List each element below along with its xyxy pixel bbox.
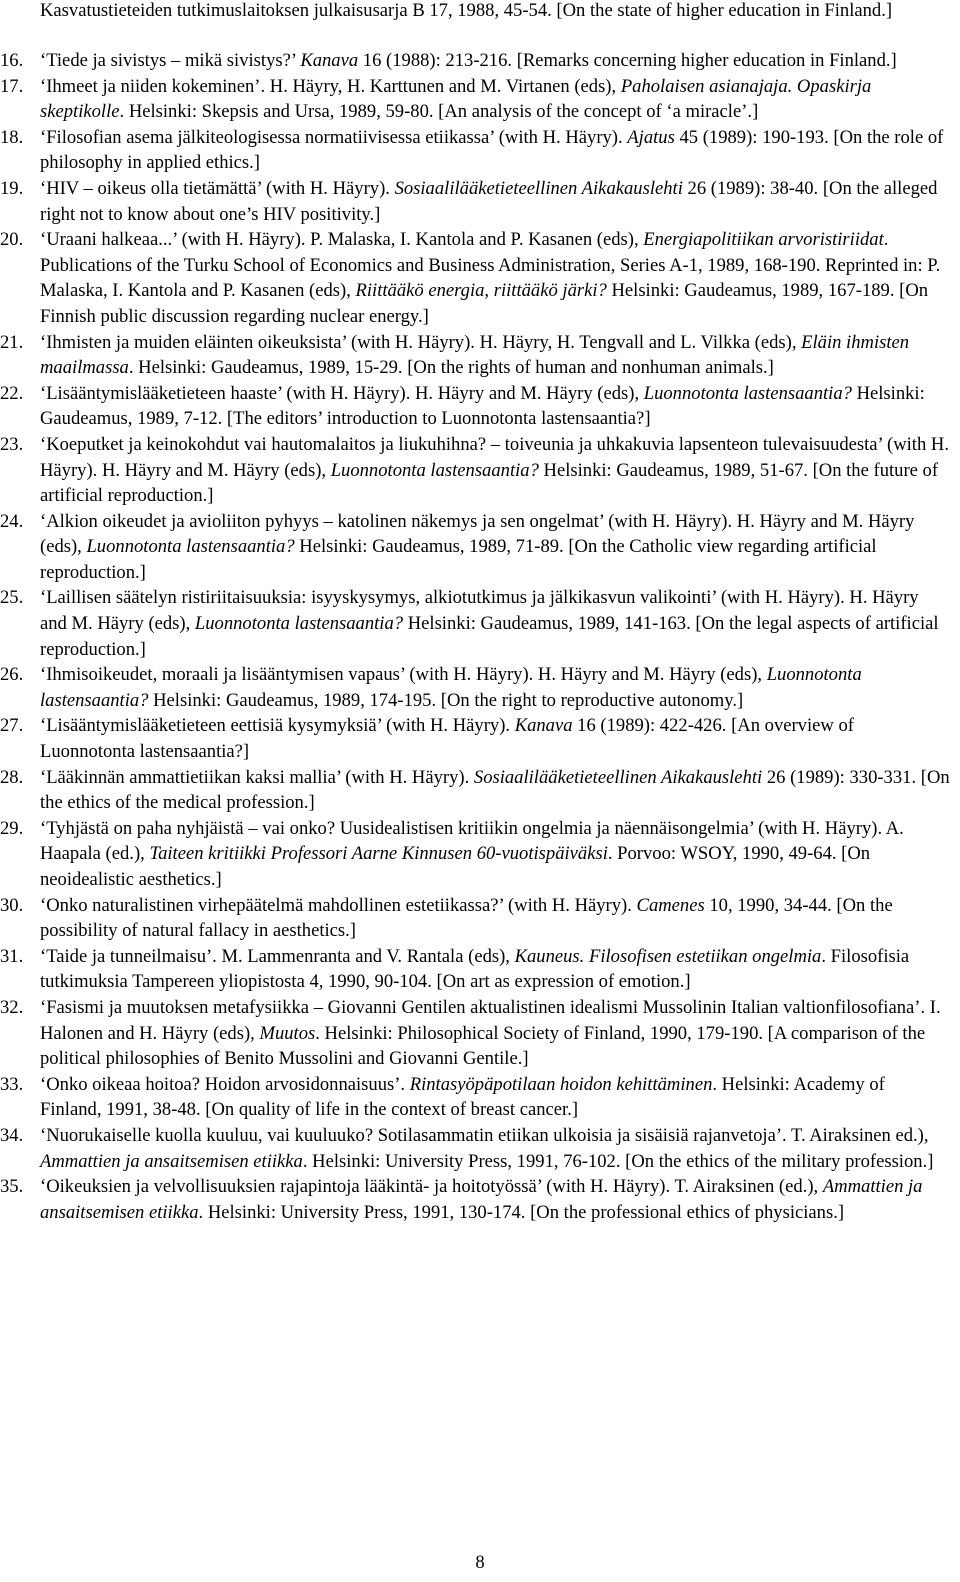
italic-title: Ajatus — [627, 126, 675, 148]
text-span: ‘Onko oikeaa hoitoa? Hoidon arvosidonnaisuus’. — [40, 1073, 410, 1095]
italic-title: Paholaisen asianajaja. Opaskirja skeptikolle — [40, 75, 872, 123]
entry-number: 18. — [0, 126, 24, 148]
bibliography-entry — [0, 585, 950, 662]
entry-text — [40, 816, 950, 893]
italic-title: Luonnotonta lastensaantia? — [643, 382, 852, 404]
italic-title: Luonnotonta lastensaantia? — [194, 613, 404, 635]
entry-number: 20. — [0, 229, 24, 251]
bibliography-entry — [0, 995, 950, 1072]
text-span: ‘Onko naturalistinen virhepäätelmä mahdollinen estetiikassa?’ (with H. Häyry). — [40, 894, 637, 916]
italic-title: Ammattien ja ansaitsemisen etiikka — [40, 1176, 923, 1223]
entry-text — [40, 1072, 950, 1123]
entry-text — [40, 944, 950, 995]
entry-number: 31. — [0, 945, 24, 967]
text-span: ‘Fasismi ja muutoksen metafysiikka – Giovanni Gentilen aktualistinen idealismi Mussolinin Italian valtionfilosofiana’. I. Halonen and H. Häyry (eds), — [40, 996, 941, 1044]
text-span: ‘Filosofian asema jälkiteologisessa normatiivisessa etiikassa’ (with H. Häyry). — [40, 126, 628, 148]
entry-text — [40, 48, 950, 74]
text-span: ‘HIV – oikeus olla tietämättä’ (with H. Häyry). — [40, 177, 395, 199]
intro-text — [40, 0, 945, 24]
bibliography-entry — [0, 176, 950, 227]
entry-number: 27. — [0, 715, 24, 737]
bibliography-entry — [0, 432, 950, 509]
text-span: 26 (1989): 330-331. [On the ethics of the medical profession.] — [40, 766, 950, 814]
entry-number: 30. — [0, 894, 24, 916]
entry-text — [40, 330, 950, 381]
italic-title: Riittääkö energia, riittääkö järki? — [355, 280, 607, 302]
text-span: Helsinki: Gaudeamus, 1989, 71-89. [On the Catholic view regarding artificial reproduction.] — [40, 536, 877, 583]
text-span: . Filosofisia tutkimuksia Tampereen yliopistosta 4, 1990, 90-104. [On art as expression of emotion.] — [40, 945, 910, 993]
bibliography-entry — [0, 381, 950, 432]
italic-title: Sosiaalilääketieteellinen Aikakauslehti — [473, 766, 763, 788]
italic-title: Eläin ihmisten maailmassa — [40, 331, 910, 379]
page-number: 8 — [475, 1552, 485, 1573]
entry-text — [40, 662, 950, 713]
italic-title: Luonnotonta lastensaantia? — [40, 664, 862, 711]
entry-number: 25. — [0, 587, 24, 609]
text-span: 16 (1989): 422-426. [An overview of Luonnotonta lastensaantia?] — [40, 715, 854, 763]
text-span: ‘Lisääntymislääketieteen eettisiä kysymyksiä’ (with H. Häyry). — [40, 715, 515, 737]
entry-text — [40, 1174, 950, 1225]
entry-number: 21. — [0, 331, 24, 353]
entry-text — [40, 765, 950, 816]
italic-title: Energiapolitiikan arvoristiriidat — [643, 229, 884, 251]
entry-text — [40, 585, 950, 662]
italic-title: Luonnotonta lastensaantia? — [330, 459, 539, 481]
italic-title: Luonnotonta lastensaantia? — [86, 536, 295, 558]
entry-text — [40, 995, 950, 1072]
bibliography-entry — [0, 662, 950, 713]
bibliography-list — [0, 48, 950, 1225]
entry-number: 16. — [0, 50, 24, 71]
text-span: Helsinki: Gaudeamus, 1989, 7-12. [The editors’ introduction to Luonnotonta lastensaantia?] — [40, 382, 925, 430]
text-span: ‘Lääkinnän ammattietiikan kaksi mallia’ (with H. Häyry). — [40, 766, 474, 788]
entry-number: 19. — [0, 177, 24, 199]
bibliography-entry — [0, 893, 950, 944]
text-span: . Helsinki: Gaudeamus, 1989, 15-29. [On the rights of human and nonhuman animals.] — [128, 357, 774, 379]
entry-text — [40, 1123, 950, 1174]
bibliography-entry — [0, 1174, 950, 1225]
text-span: 10, 1990, 34-44. [On the possibility of natural fallacy in aesthetics.] — [40, 894, 893, 942]
entry-text — [40, 227, 950, 329]
text-span: Helsinki: Gaudeamus, 1989, 141-163. [On the legal aspects of artificial reproduction.] — [40, 613, 939, 660]
italic-title: Kauneus. Filosofisen estetiikan ongelmia — [514, 945, 822, 967]
italic-title: Ammattien ja ansaitsemisen etiikka — [40, 1150, 303, 1172]
entry-number: 34. — [0, 1124, 24, 1146]
text-span: 16 (1988): 213-216. [Remarks concerning higher education in Finland.] — [358, 50, 897, 71]
italic-title: Camenes — [636, 894, 705, 916]
text-span: . Publications of the Turku School of Economics and Business Administration, Series A-1, 1989, 168-190. Reprinted in: P. Malaska, I. Kantola and P. Kasanen (eds), — [40, 229, 941, 302]
entry-text — [40, 74, 950, 125]
bibliography-entry — [0, 125, 950, 176]
text-span: ‘Oikeuksien ja velvollisuuksien rajapintoja lääkintä- ja hoitotyössä’ (with H. Häyry). T. Airaksinen (ed.), — [40, 1176, 823, 1198]
entry-text — [40, 713, 950, 764]
text-span: ‘Ihmisten ja muiden eläinten oikeuksista’ (with H. Häyry). H. Häyry, H. Tengvall and L. Vilkka (eds), — [40, 331, 802, 353]
bibliography-entry — [0, 765, 950, 816]
bibliography-entry — [0, 330, 950, 381]
italic-title: Kanava — [300, 50, 359, 71]
entry-text — [40, 176, 950, 227]
bibliography-entry — [0, 1072, 950, 1123]
entry-number: 22. — [0, 382, 24, 404]
text-span: . Helsinki: Philosophical Society of Finland, 1990, 179-190. [A comparison of the political philosophies of Benito Mussolini and Giovanni Gentile.] — [40, 1022, 926, 1070]
text-span: Helsinki: Gaudeamus, 1989, 51-67. [On the future of artificial reproduction.] — [40, 459, 939, 507]
bibliography-entry — [0, 227, 950, 329]
text-span: Helsinki: Gaudeamus, 1989, 167-189. [On Finnish public discussion regarding nuclear energy.] — [40, 280, 929, 327]
entry-number: 23. — [0, 433, 24, 455]
entry-number: 26. — [0, 664, 24, 686]
text-span: Kasvatustieteiden tutkimuslaitoksen julkaisusarja B 17, 1988, 45-54. [On the state of higher education in Finland.] — [40, 0, 893, 21]
bibliography-entry — [0, 713, 950, 764]
entry-number: 35. — [0, 1176, 24, 1198]
text-span: ‘Tyhjästä on paha nyhjäistä – vai onko? Uusidealistisen kritiikin ongelmia ja näennäisongelmia’ (with H. Häyry). A. Haapala (ed.), — [40, 817, 904, 865]
text-span: 26 (1989): 38-40. [On the alleged right not to know about one’s HIV positivity.] — [40, 177, 938, 225]
entry-number: 24. — [0, 510, 24, 532]
italic-title: Sosiaalilääketieteellinen Aikakauslehti — [394, 177, 683, 199]
bibliography-entry — [0, 74, 950, 125]
bibliography-entry — [0, 816, 950, 893]
text-span: ‘Alkion oikeudet ja avioliiton pyhyys – katolinen näkemys ja sen ongelmat’ (with H. Häyry). H. Häyry and M. Häyry (eds), — [40, 510, 915, 558]
entry-text — [40, 509, 950, 586]
italic-title: Taiteen kritiikki Professori Aarne Kinnusen 60-vuotispäiväksi — [149, 843, 608, 865]
text-span: ‘Uraani halkeaa...’ (with H. Häyry). P. Malaska, I. Kantola and P. Kasanen (eds), — [40, 229, 644, 251]
text-span: . Helsinki: University Press, 1991, 130-174. [On the professional ethics of physicians.] — [198, 1201, 845, 1223]
entry-text — [40, 432, 950, 509]
text-span: ‘Laillisen säätelyn ristiriitaisuuksia: isyyskysymys, alkiotutkimus ja jälkikasvun valikointi’ (with H. Häyry). H. Häyry and M. Häyry (eds), — [40, 587, 919, 635]
text-span: . Helsinki: Skepsis and Ursa, 1989, 59-80. [An analysis of the concept of ‘a miracle’.] — [119, 101, 759, 123]
text-span: . Helsinki: University Press, 1991, 76-102. [On the ethics of the military profession.] — [302, 1150, 934, 1172]
text-span: ‘Ihmisoikeudet, moraali ja lisääntymisen vapaus’ (with H. Häyry). H. Häyry and M. Häyry (eds), — [40, 664, 767, 686]
italic-title: Muutos — [259, 1022, 316, 1044]
text-span: ‘Koeputket ja keinokohdut vai hautomalaitos ja liukuhihna? – toiveunia ja uhkakuvia lapsenteon tulevaisuudesta’ (with H. Häyry). H. Häyry and M. Häyry (eds), — [40, 433, 949, 481]
bibliography-entry — [0, 944, 950, 995]
text-span: 45 (1989): 190-193. [On the role of philosophy in applied ethics.] — [40, 126, 944, 174]
text-span: . Helsinki: Academy of Finland, 1991, 38-48. [On quality of life in the context of breast cancer.] — [40, 1073, 885, 1121]
text-span: ‘Ihmeet ja niiden kokeminen’. H. Häyry, H. Karttunen and M. Virtanen (eds), — [40, 75, 621, 97]
italic-title: Kanava — [514, 715, 573, 737]
entry-number: 33. — [0, 1073, 24, 1095]
entry-number: 29. — [0, 817, 24, 839]
entry-number: 32. — [0, 996, 24, 1018]
entry-text — [40, 381, 950, 432]
bibliography-entry — [0, 48, 950, 74]
entry-text — [40, 125, 950, 176]
text-span: ‘Taide ja tunneilmaisu’. M. Lammenranta and V. Rantala (eds), — [40, 945, 515, 967]
entry-number: 17. — [0, 75, 24, 97]
italic-title: Rintasyöpäpotilaan hoidon kehittäminen — [409, 1073, 713, 1095]
text-span: ‘Nuorukaiselle kuolla kuuluu, vai kuuluuko? Sotilasammatin etiikan ulkoisia ja sisäisiä rajanvetoja’. T. Airaksinen ed.), — [40, 1124, 929, 1146]
entry-text — [40, 893, 950, 944]
text-span: . Porvoo: WSOY, 1990, 49-64. [On neoidealistic aesthetics.] — [40, 843, 871, 890]
bibliography-entry — [0, 509, 950, 586]
text-span: ‘Tiede ja sivistys – mikä sivistys?’ — [40, 50, 301, 71]
bibliography-entry — [0, 1123, 950, 1174]
entry-number: 28. — [0, 766, 24, 788]
text-span: ‘Lisääntymislääketieteen haaste’ (with H. Häyry). H. Häyry and M. Häyry (eds), — [40, 382, 644, 404]
text-span: Helsinki: Gaudeamus, 1989, 174-195. [On the right to reproductive autonomy.] — [148, 689, 744, 711]
